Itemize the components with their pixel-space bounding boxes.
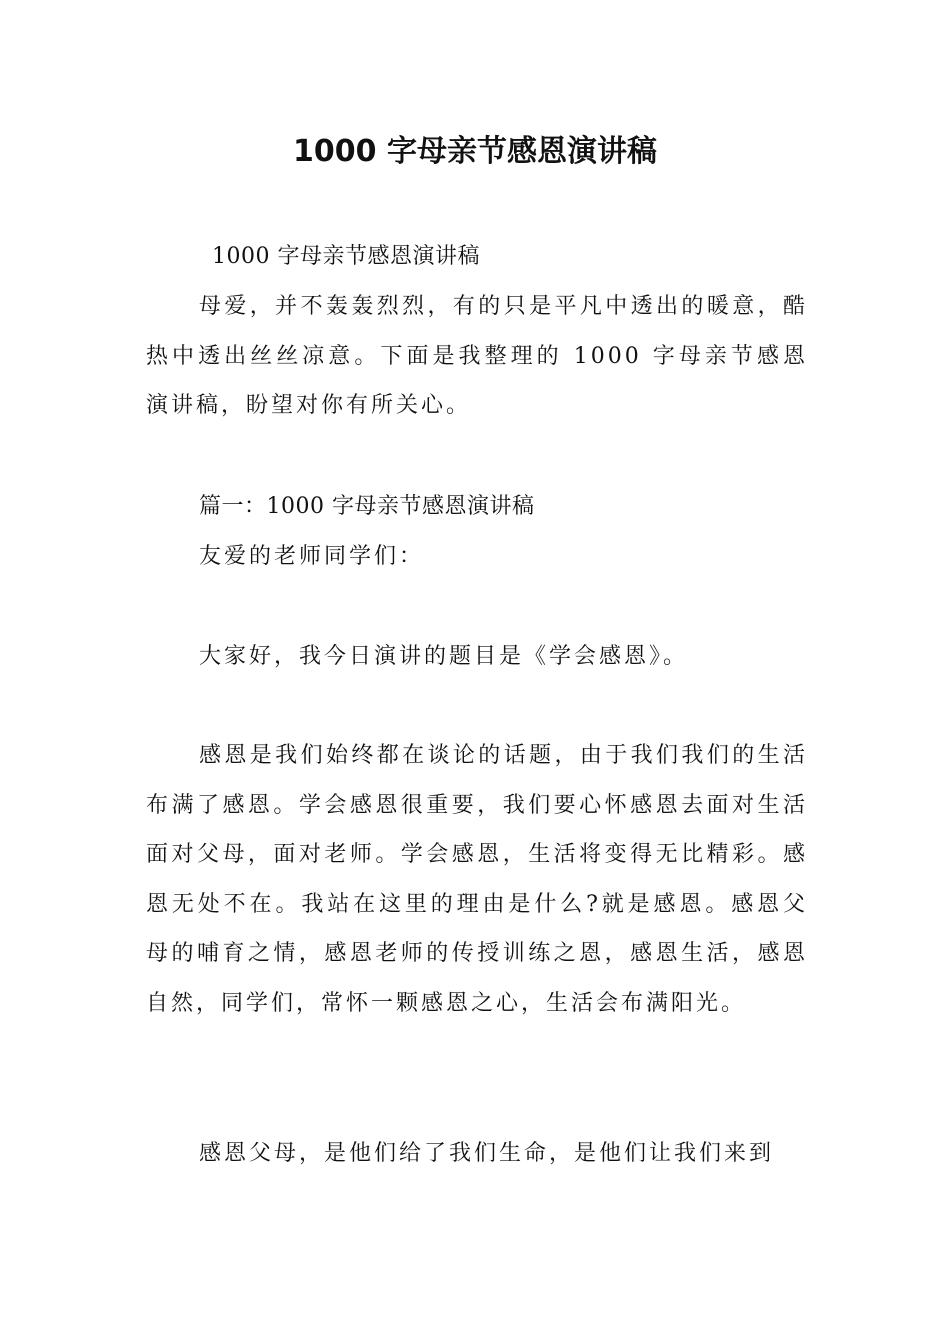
hello-paragraph: 大家好，我今日演讲的题目是《学会感恩》。: [199, 644, 689, 669]
subtitle-paragraph: 1000 字母亲节感恩演讲稿: [212, 244, 480, 269]
greeting-paragraph: 友爱的老师同学们：: [199, 544, 425, 569]
parents-paragraph: 感恩父母，是他们给了我们生命，是他们让我们来到: [199, 1141, 775, 1166]
intro-paragraph: 母爱，并不轰轰烈烈，有的只是平凡中透出的暖意，酷热中透出丝丝凉意。下面是我整理的 1000 字母亲节感恩演讲稿，盼望对你有所关心。: [146, 294, 808, 418]
document-title: 1000 字母亲节感恩演讲稿: [293, 134, 657, 169]
section-heading: 篇一：1000 字母亲节感恩演讲稿: [199, 494, 535, 519]
gratitude-paragraph: 感恩是我们始终都在谈论的话题，由于我们我们的生活布满了感恩。学会感恩很重要，我们要心怀感恩去面对生活面对父母，面对老师。学会感恩，生活将变得无比精彩。感恩无处不在。我站在这里的理由是什么?就是感恩。感恩父母的哺育之情，感恩老师的传授训练之恩，感恩生活，感恩自然，同学们，常怀一颗感恩之心，生活会布满阳光。: [146, 743, 808, 1016]
